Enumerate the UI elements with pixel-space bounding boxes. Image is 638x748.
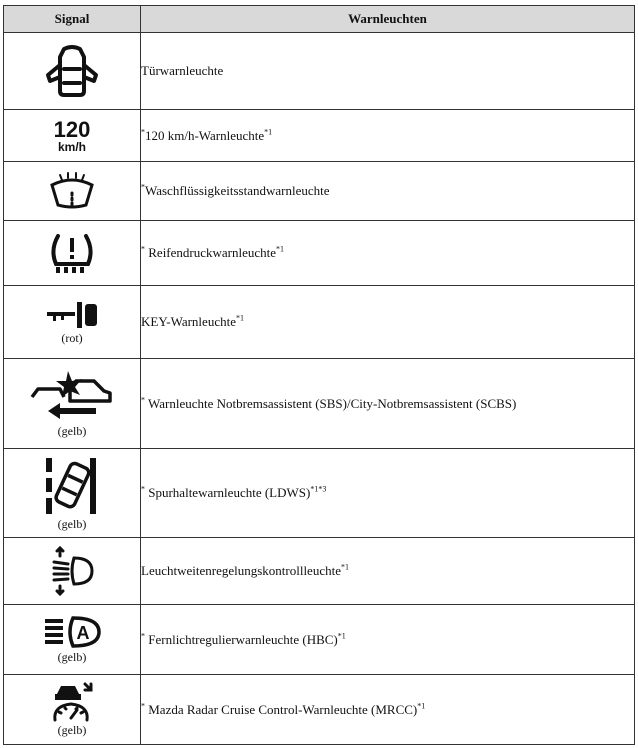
signal-cell [4, 286, 141, 359]
description-cell: * Reifendruckwarnleuchte$^{*1}$ [141, 221, 635, 286]
signal-caption: (gelb) [57, 516, 87, 531]
warning-lights-table [3, 5, 635, 745]
signal-cell [4, 221, 141, 286]
signal-caption: (rot) [61, 330, 83, 345]
signal-cell [4, 605, 141, 675]
signal-cell [4, 33, 141, 110]
signal-cell [4, 359, 141, 449]
description-cell: * Mazda Radar Cruise Control-Warnleuchte (MRCC)$^{*1}$ [141, 675, 635, 745]
table-row [4, 538, 635, 605]
table-row [4, 221, 635, 286]
description-text: Leuchtweitenregelungskontrollleuchte [141, 563, 341, 578]
signal-caption: (gelb) [57, 723, 87, 737]
description-cell: * Fernlichtregulierwarnleuchte (HBC)$^{*1}$ [141, 605, 635, 675]
table-header-row [4, 6, 635, 33]
description-cell: *Waschflüssigkeitsstandwarnleuchte [141, 162, 635, 221]
description-text: Fernlichtregulierwarnleuchte (HBC) [145, 631, 338, 647]
table-row [4, 675, 635, 745]
table-row [4, 110, 635, 162]
lane-departure-icon [42, 456, 102, 516]
description-text: Waschflüssigkeitsstandwarnleuchte [145, 183, 330, 198]
svg-text:A: A [76, 623, 90, 643]
signal-cell [4, 675, 141, 745]
high-beam-control-icon [43, 615, 101, 649]
table-row [4, 359, 635, 449]
description-text: Spurhaltewarnleuchte (LDWS) [145, 485, 311, 500]
description-text: Reifendruckwarnleuchte [145, 245, 277, 260]
signal-caption: (gelb) [57, 650, 87, 664]
car-door-open-icon [42, 41, 102, 101]
table-row [4, 33, 635, 110]
signal-caption: (gelb) [57, 424, 87, 438]
washer-fluid-icon [48, 171, 96, 211]
header-signal: Signal [4, 6, 141, 33]
headlight-leveling-icon [48, 546, 96, 596]
table-row [4, 449, 635, 538]
signal-cell [4, 162, 141, 221]
description-text: 120 km/h-Warnleuchte [145, 127, 265, 143]
signal-cell [4, 110, 141, 162]
speed-120-icon: 120 km/h [53, 116, 91, 154]
description-cell: *120 km/h-Warnleuchte$^{*1}$ [141, 110, 635, 162]
description-text: Mazda Radar Cruise Control-Warnleuchte (MRCC) [145, 701, 418, 717]
table-row [4, 286, 635, 359]
table-row [4, 605, 635, 675]
tire-pressure-icon [46, 230, 98, 276]
header-warnleuchten: Warnleuchten [141, 6, 635, 33]
description-text: Warnleuchte Notbremsassistent (SBS)/City-Notbremsassistent (SCBS) [145, 395, 517, 411]
description-cell: KEY-Warnleuchte$^{*1}$ [141, 286, 635, 359]
signal-cell [4, 538, 141, 605]
collision-brake-icon [30, 369, 114, 423]
table-row [4, 162, 635, 221]
description-cell: * Spurhaltewarnleuchte (LDWS)$^{*1*3}$ [141, 449, 635, 538]
description-text: KEY-Warnleuchte [141, 314, 236, 329]
description-text: Türwarnleuchte [141, 63, 224, 78]
description-cell: * Warnleuchte Notbremsassistent (SBS)/City-Notbremsassistent (SCBS) [141, 359, 635, 449]
description-cell: Leuchtweitenregelungskontrollleuchte$^{*1}$ [141, 538, 635, 605]
description-cell [141, 33, 635, 110]
signal-cell [4, 449, 141, 538]
radar-cruise-icon [49, 682, 95, 722]
key-icon [45, 300, 99, 330]
